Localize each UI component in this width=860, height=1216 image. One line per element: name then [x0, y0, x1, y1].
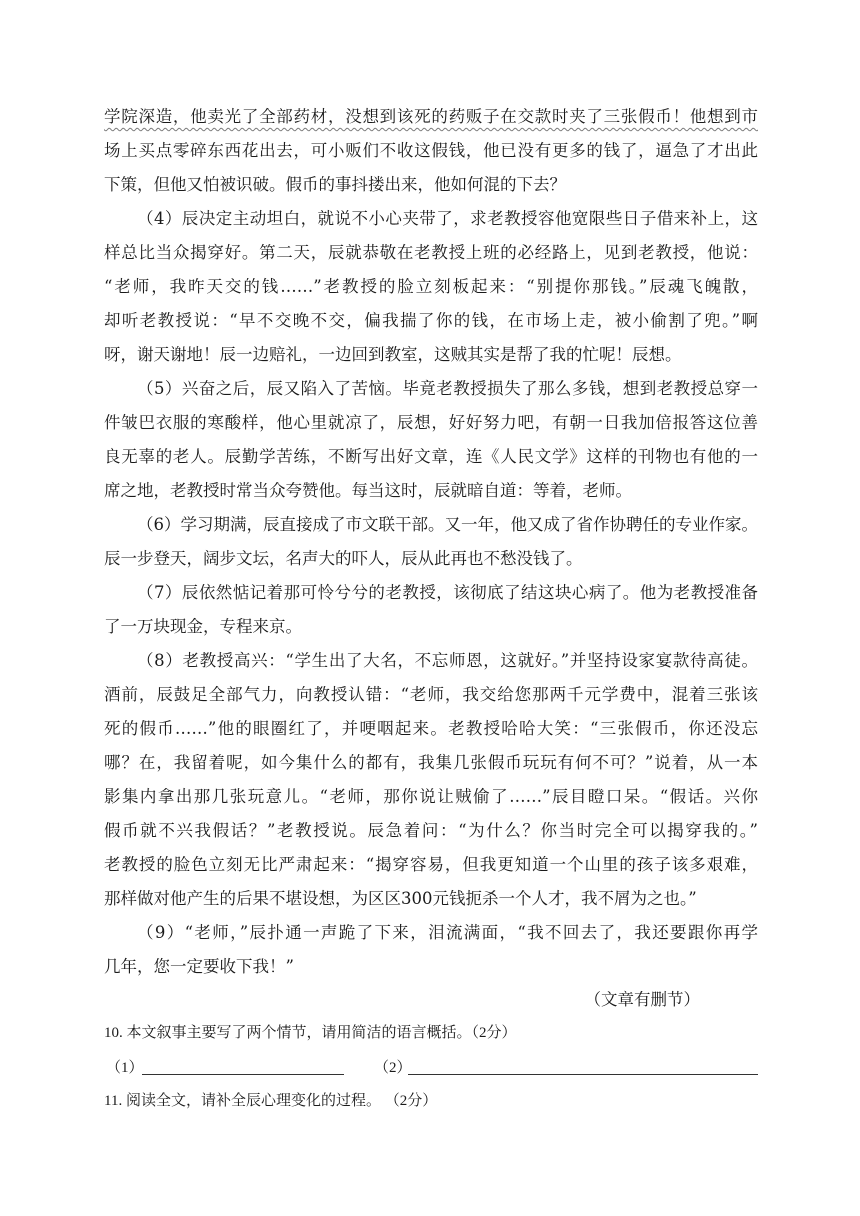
answer-2-blank[interactable] — [408, 1074, 758, 1075]
article-line: 良无辜的老人。辰勤学苦练，不断写出好文章，连《人民文学》这样的刊物也有他的一 — [104, 447, 758, 466]
article-body — [104, 100, 758, 984]
article-line: 了一万块现金，专程来京。 — [104, 617, 302, 636]
paragraph-5-start: （5）兴奋之后，辰又陷入了苦恼。毕竟老教授损失了那么多钱，想到老教授总穿一 — [137, 379, 758, 398]
article-line: 学院深造，他卖光了全部药材，没想到该死的药贩子在交款时夹了三张假币！他想到市 — [104, 107, 758, 126]
article-line: 席之地，老教授时常当众夸赞他。每当这时，辰就暗自道：等着，老师。 — [104, 481, 632, 500]
article-line: 却听老教授说：“早不交晚不交，偏我揣了你的钱，在市场上走，被小偷割了兜。”啊 — [104, 311, 758, 330]
question-10-answer-row — [104, 1056, 760, 1078]
article-line: 那样做对他产生的后果不堪设想，为区区300元钱扼杀一个人才，我不屑为之也。” — [104, 889, 697, 908]
article-line: 呀，谢天谢地！辰一边赔礼，一边回到教室，这贼其实是帮了我的忙呢！辰想。 — [104, 345, 682, 364]
question-10: 10. 本文叙事主要写了两个情节，请用简洁的语言概括。（2分） — [104, 1025, 517, 1041]
article-line: 场上买点零碎东西花出去，可小贩们不收这假钱，他已没有更多的钱了，逼急了才出此 — [104, 141, 758, 160]
paragraph-9-start: （9）“老师，”辰扑通一声跪了下来，泪流满面，“我不回去了，我还要跟你再学 — [137, 923, 758, 942]
article-line: “老师，我昨天交的钱……”老教授的脸立刻板起来：“别提你那钱。”辰魂飞魄散， — [104, 277, 758, 296]
paragraph-4-start: （4）辰决定主动坦白，就说不小心夹带了，求老教授容他宽限些日子借来补上，这 — [137, 209, 758, 228]
question-11: 11. 阅读全文，请补全辰心理变化的过程。 （2分） — [104, 1093, 438, 1109]
article-line: 酒前，辰鼓足全部气力，向教授认错：“老师，我交给您那两千元学费中，混着三张该 — [104, 685, 758, 704]
article-line: 哪？在，我留着呢，如今集什么的都有，我集几张假币玩玩有何不可？”说着，从一本 — [104, 753, 758, 772]
answer-1-blank[interactable] — [142, 1074, 344, 1075]
article-line: 下策，但他又怕被识破。假币的事抖搂出来，他如何混的下去？ — [104, 175, 566, 194]
article-line: 件皱巴衣服的寒酸样，他心里就凉了，辰想，好好努力吧，有朝一日我加倍报答这位善 — [104, 413, 758, 432]
paragraph-7-start: （7）辰依然惦记着那可怜兮兮的老教授，该彻底了结这块心病了。他为老教授准备 — [137, 583, 758, 602]
paragraph-6-start: （6）学习期满，辰直接成了市文联干部。又一年，他又成了省作协聘任的专业作家。 — [137, 515, 758, 534]
article-line: 死的假币……”他的眼圈红了，并哽咽起来。老教授哈哈大笑：“三张假币，你还没忘 — [104, 719, 758, 738]
answer-2-label: （2） — [374, 1060, 412, 1076]
article-line: 辰一步登天，阔步文坛，名声大的吓人，辰从此再也不愁没钱了。 — [104, 549, 583, 568]
article-line: 样总比当众揭穿好。第二天，辰就恭敬在老教授上班的必经路上，见到老教授，他说： — [104, 243, 758, 262]
article-line: 假币就不兴我假话？”老教授说。辰急着问：“为什么？你当时完全可以揭穿我的。” — [104, 821, 758, 840]
answer-1-label: （1） — [106, 1060, 144, 1076]
source-note: （文章有删节） — [584, 990, 700, 1009]
article-line: 几年，您一定要收下我！” — [104, 957, 294, 976]
article-line: 老教授的脸色立刻无比严肃起来：“揭穿容易，但我更知道一个山里的孩子该多艰难， — [104, 855, 758, 874]
article-line: 影集内拿出那几张玩意儿。“老师，那你说让贼偷了……”辰目瞪口呆。“假话。兴你 — [104, 787, 758, 806]
paragraph-8-start: （8）老教授高兴：“学生出了大名，不忘师恩，这就好。”并坚持设家宴款待高徒。 — [137, 651, 758, 670]
